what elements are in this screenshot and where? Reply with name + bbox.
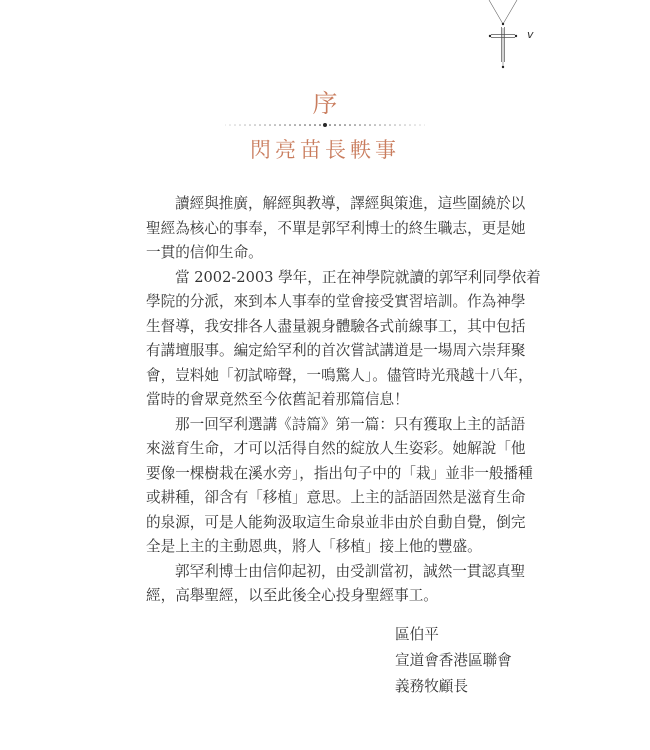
text-line: 有講壇服事。編定給罕利的首次嘗試講道是一場周六崇拜聚: [146, 342, 526, 359]
text-line: 的泉源，可是人能夠汲取這生命泉並非由於自動自覺，倒完: [146, 513, 526, 531]
signature-title: 義務牧顧長: [395, 678, 468, 695]
body-text: [146, 192, 541, 609]
divider-dot: [229, 124, 231, 126]
divider-dot: [254, 124, 256, 126]
text-line: 聖經為核心的事奉，不單是郭罕利博士的終生職志，更是她: [146, 219, 526, 237]
divider-dot: [284, 124, 286, 126]
divider-dot: [289, 124, 291, 126]
divider-dot: [234, 124, 236, 126]
cross-pendant-icon: [485, 0, 525, 72]
text-line: 全是上主的主動恩典，將人「移植」接上他的豐盛。: [146, 538, 482, 555]
text-line: 那一回罕利選講《詩篇》第一篇：只有獲取上主的話語: [175, 415, 526, 433]
divider-dot: [399, 124, 401, 126]
page-title: 序: [312, 89, 338, 118]
text-line: 生督導，我安排各人盡量親身體驗各式前線事工，其中包括: [146, 317, 526, 335]
divider-dot: [319, 124, 321, 126]
divider-dot: [225, 124, 226, 126]
divider-dot: [249, 124, 251, 126]
divider-dot: [374, 124, 376, 126]
divider-dot: [269, 124, 271, 126]
paragraph: [146, 266, 541, 413]
divider-dot: [259, 124, 261, 126]
text-line: 學院的分派，來到本人事奉的堂會接受實習培訓。作為神學: [146, 293, 526, 310]
divider-dot: [394, 124, 396, 126]
page-number: v: [527, 28, 534, 41]
divider-dot: [384, 124, 386, 126]
text-line: 經，高舉聖經，以至此後全心投身聖經事工。: [146, 587, 438, 604]
divider-dot: [389, 124, 391, 126]
divider-dot: [404, 124, 406, 126]
signature-block: [395, 622, 512, 700]
divider-dot: [294, 124, 296, 126]
divider-dot: [354, 124, 356, 126]
text-line: 當時的會眾竟然至今依舊記着那篇信息！: [146, 391, 409, 408]
text-line: 郭罕利博士由信仰起初，由受訓當初，誠然一貫認真聖: [175, 562, 526, 580]
divider-dot: [314, 124, 316, 126]
paragraph: [146, 560, 526, 609]
signature-name: 區伯平: [395, 626, 439, 643]
page-subtitle: 閃亮苗長軼事: [250, 138, 400, 162]
divider-dot: [379, 124, 381, 126]
divider-dot: [274, 124, 276, 126]
text-line: 一貫的信仰生命。: [146, 244, 263, 261]
divider-dot: [369, 124, 371, 126]
paragraph: [146, 413, 533, 560]
text-line: 或耕種，卻含有「移植」意思。上主的話語固然是滋育生命: [146, 489, 526, 506]
divider-dot: [344, 124, 346, 126]
divider-dot: [244, 124, 246, 126]
text-line: 來滋育生命，才可以活得自然的綻放人生姿彩。她解說「他: [146, 440, 526, 457]
divider-dot: [414, 124, 416, 126]
divider-dot: [424, 124, 425, 126]
divider-dot: [309, 124, 311, 126]
signature-organization: 宣道會香港區聯會: [395, 652, 512, 669]
divider-dot: [419, 124, 421, 126]
dotted-divider: [225, 120, 425, 130]
divider-dot: [339, 124, 341, 126]
divider-dot: [349, 124, 351, 126]
paragraph: [146, 192, 526, 266]
text-line: 要像一棵樹栽在溪水旁」，指出句子中的「栽」並非一般播種: [146, 464, 533, 482]
divider-dot: [264, 124, 266, 126]
divider-dot: [239, 124, 241, 126]
divider-dot: [334, 124, 336, 126]
divider-dot: [329, 124, 331, 126]
text-line: 會，豈料她「初試啼聲，一鳴驚人」。儘管時光飛越十八年，: [146, 366, 533, 384]
divider-dot: [359, 124, 361, 126]
text-line: 當 2002-2003 學年，正在神學院就讀的郭罕利同學依着: [175, 268, 541, 286]
divider-dot: [409, 124, 411, 126]
divider-dot: [299, 124, 301, 126]
divider-dot: [279, 124, 281, 126]
divider-dot: [323, 123, 327, 127]
divider-dot: [364, 124, 366, 126]
divider-dot: [304, 124, 306, 126]
text-line: 讀經與推廣，解經與教導，譯經與策進，這些圍繞於以: [175, 195, 526, 212]
